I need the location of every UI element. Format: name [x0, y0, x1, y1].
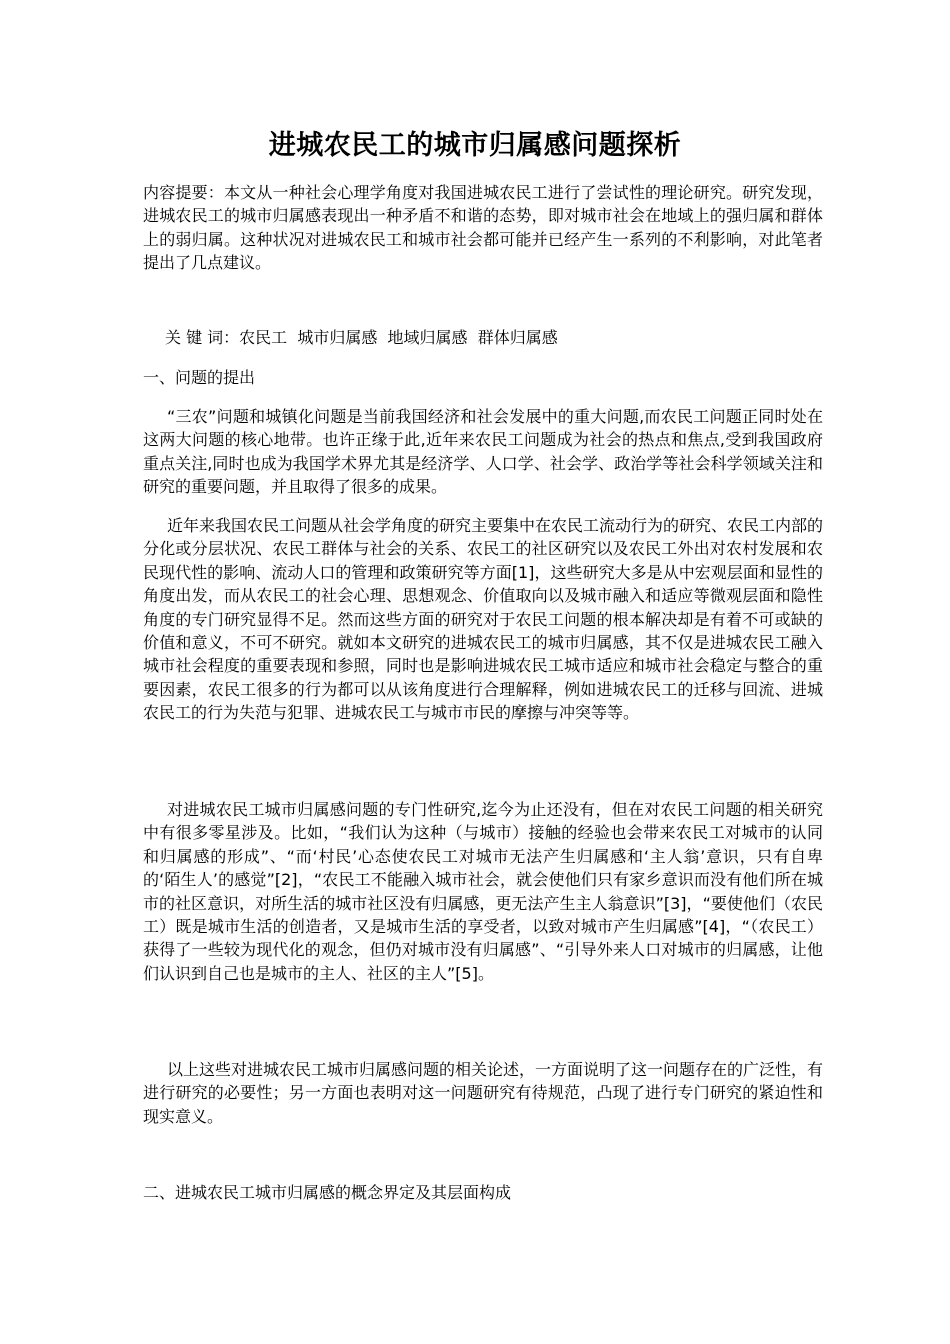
abstract-paragraph: 内容提要：本文从一种社会心理学角度对我国进城农民工进行了尝试性的理论研究。研究发现，进城农民工的城市归属感表现出一种矛盾不和谐的态势，即对城市社会在地域上的强归属和群体上的弱归属。这种状况对进城农民工和城市社会都可能并已经产生一系列的不利影响，对此笔者提出了几点建议。 [143, 183, 823, 273]
body-paragraph-2: 近年来我国农民工问题从社会学角度的研究主要集中在农民工流动行为的研究、农民工内部的分化或分层状况、农民工群体与社会的关系、农民工的社区研究以及农民工外出对农村发展和农民现代性的影响、流动人口的管理和政策研究等方面[1]，这些研究大多是从中宏观层面和显性的角度出发，而从农民工的社会心理、思想观念、价值取向以及城市融入和适应等微观层面和隐性角度的专门研究显得不足。然而这些方面的研究对于农民工问题的根本解决却是有着不可或缺的价值和意义，不可不研究。就如本文研究的进城农民工的城市归属感，其不仅是进城农民工融入城市社会程度的重要表现和参照，同时也是影响进城农民工城市适应和城市社会稳定与整合的重要因素，农民工很多的行为都可以从该角度进行合理解释，例如进城农民工的迁移与回流、进城农民工的行为失范与犯罪、进城农民工与城市市民的摩擦与冲突等等。 [143, 516, 824, 723]
section-heading-2: 二、进城农民工城市归属感的概念界定及其层面构成 [143, 1183, 512, 1202]
section-heading-1: 一、问题的提出 [143, 368, 256, 387]
body-paragraph-1: “三农”问题和城镇化问题是当前我国经济和社会发展中的重大问题,而农民工问题正同时处在这两大问题的核心地带。也许正缘于此,近年来农民工问题成为社会的热点和焦点,受到我国政府重点关注,同时也成为我国学术界尤其是经济学、人口学、社会学、政治学等社会科学领域关注和研究的重要问题，并且取得了很多的成果。 [143, 407, 823, 497]
document-title: 进城农民工的城市归属感问题探析 [268, 130, 682, 161]
body-paragraph-4: 以上这些对进城农民工城市归属感问题的相关论述，一方面说明了这一问题存在的广泛性，有进行研究的必要性；另一方面也表明对这一问题研究有待规范，凸现了进行专门研究的紧迫性和现实意义。 [143, 1060, 824, 1126]
body-paragraph-3: 对进城农民工城市归属感问题的专门性研究,迄今为止还没有，但在对农民工问题的相关研究中有很多零星涉及。比如，“我们认为这种（与城市）接触的经验也会带来农民工对城市的认同和归属感的形成”、“而‘村民’心态使农民工对城市无法产生归属感和‘主人翁’意识，只有自卑的‘陌生人’的感觉”[2]，“农民工不能融入城市社会，就会使他们只有家乡意识而没有他们所在城市的社区意识，对所生活的城市社区没有归属感，更无法产生主人翁意识”[3]，“要使他们（农民工）既是城市生活的创造者，又是城市生活的享受者，以致对城市产生归属感”[4]，“（农民工）获得了一些较为现代化的观念，但仍对城市没有归属感”、“引导外来人口对城市的归属感，让他们认识到自己也是城市的主人、社区的主人”[5]。 [143, 800, 823, 983]
keywords-line: 关 键 词：农民工 城市归属感 地域归属感 群体归属感 [165, 328, 558, 347]
